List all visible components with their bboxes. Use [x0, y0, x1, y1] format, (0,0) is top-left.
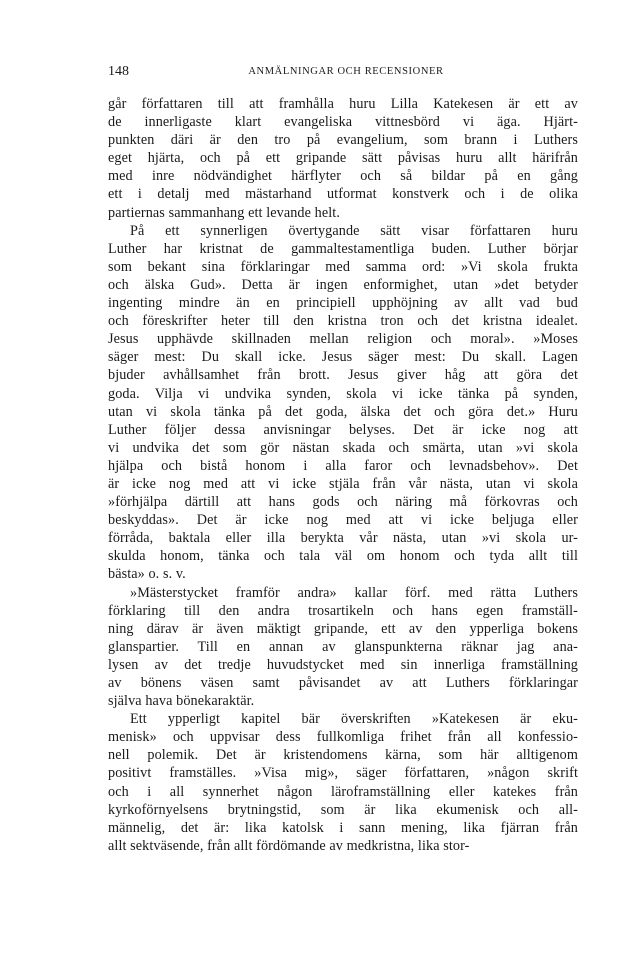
text-line: ingenting mindre än en principiell upphöjning av allt vad bud: [108, 295, 578, 312]
page-number: 148: [108, 64, 129, 79]
text-line: kyrkoförnyelsens brytningstid, som är lika ekumenisk och all-: [108, 801, 578, 818]
text-line: går författaren till att framhålla huru Lilla Katekesen är ett av: [108, 96, 578, 112]
text-line: Luther följer dessa anvisningar belyses. Det är icke nog att: [108, 421, 578, 438]
text-line: med inre nödvändighet härflyter och så bildar på en gång: [108, 168, 578, 185]
text-line: skulda honom, tänka och tala väl om honom och tyda allt till: [108, 548, 578, 565]
text-line: bjuder avhållsamhet från brott. Jesus giver håg att göra det: [108, 367, 578, 384]
text-line: punkten däri är den tro på evangelium, som brann i Luthers: [108, 132, 578, 149]
text-line: positivt framställes. »Visa mig», säger författaren, »någon skrift: [108, 765, 578, 782]
text-line: säger mest: Du skall icke. Jesus säger mest: Du skall. Lagen: [108, 349, 578, 366]
text-line: vi undvika det som gör nästan skada och smärta, utan »vi skola: [108, 439, 578, 456]
running-header: [108, 62, 578, 82]
text-line: beskyddas». Det är icke nog med att vi icke beljuga eller: [108, 512, 578, 529]
text-line: Ett ypperligt kapitel bär överskriften »Katekesen är eku-: [130, 711, 578, 728]
text-line: partiernas sammanhang ett levande helt.: [108, 204, 340, 221]
text-line: nell polemik. Det är kristendomens kärna, som här alltigenom: [108, 747, 578, 764]
text-line: utan vi skola tänka på det goda, älska det och göra det.» Huru: [108, 403, 578, 420]
paragraph: [108, 95, 578, 222]
text-line: själva hava bönekaraktär.: [108, 693, 255, 710]
text-line: förråda, baktala eller illa berykta vår nästa, utan »vi skola ur-: [108, 530, 578, 547]
text-line: allt sektväsende, från allt fördömande av medkristna, lika stor-: [108, 837, 470, 854]
text-line: hjälpa och bistå honom i alla faror och levnadsbehov». Det: [108, 457, 578, 474]
text-line: ning därav är även mäktigt gripande, ett av den ypperliga bokens: [108, 620, 578, 637]
text-line: bästa» o. s. v.: [108, 566, 186, 583]
text-line: ett i detalj med mästarhand utformat konstverk och i de olika: [108, 186, 578, 203]
text-line: Luther har kristnat de gammaltestamentliga buden. Luther börjar: [108, 240, 578, 257]
text-line: av bönens väsen samt påvisandet av att Luthers förklaringar: [108, 675, 578, 691]
text-line: goda. Vilja vi undvika synden, skola vi icke tänka på synden,: [108, 385, 578, 402]
text-line: eget hjärta, och på ett gripande sätt påvisas huru allt härifrån: [108, 150, 578, 167]
text-line: »förhjälpa därtill att hans gods och näring må förkovras och: [108, 494, 578, 511]
text-line: glanspartier. Till en annan av glanspunkterna räknar jag ana-: [108, 638, 578, 655]
running-title: ANMÄLNINGAR OCH RECENSIONER: [248, 66, 444, 77]
text-line: Jesus upphävde skillnaden mellan religion och moral». »Moses: [108, 331, 578, 348]
text-line: männelig, det är: lika katolsk i sann mening, lika fjärran från: [108, 819, 578, 836]
text-line: och föreskrifter heter till den kristna tron och det kristna idealet.: [108, 313, 578, 330]
text-line: som bekant sina förklaringar med samma ord: »Vi skola frukta: [108, 258, 578, 275]
paragraph: [108, 584, 578, 711]
book-page: [108, 62, 578, 855]
text-line: de innerligaste klart evangeliska vittnesbörd vi äga. Hjärt-: [108, 114, 578, 131]
text-line: är icke nog med att vi icke stjäla från vår nästa, utan vi skola: [108, 475, 578, 492]
text-line: och älska Gud». Detta är ingen enformighet, utan »det betyder: [108, 276, 578, 293]
paragraph: [108, 222, 578, 584]
text-line: På ett synnerligen övertygande sätt visar författaren huru: [130, 222, 578, 239]
text-line: förklaring till den andra trosartikeln och hans egen framställ-: [108, 602, 578, 619]
body-text: [108, 95, 578, 855]
text-line: och i all synnerhet någon läroframställning eller katekes från: [108, 783, 578, 800]
text-line: lysen av det tredje huvudstycket med sin innerliga framställning: [108, 656, 578, 673]
text-line: menisk» och uppvisar dess fullkomliga frihet från all konfessio-: [108, 729, 578, 746]
text-line: »Mästerstycket framför andra» kallar förf. med rätta Luthers: [130, 584, 578, 601]
paragraph: [108, 710, 578, 855]
